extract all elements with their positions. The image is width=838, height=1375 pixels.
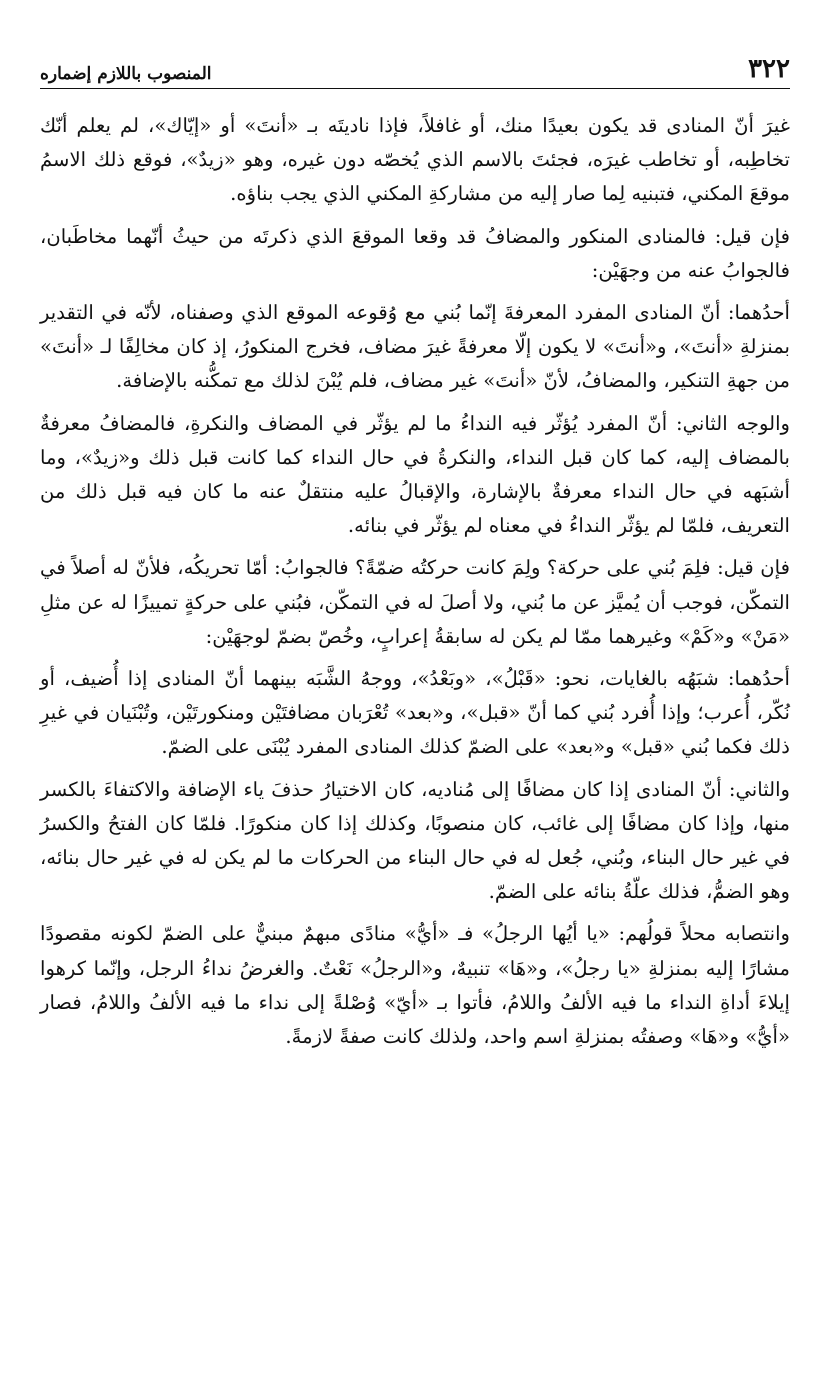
running-title: المنصوب باللازم إضماره bbox=[40, 64, 212, 84]
body-text bbox=[40, 109, 790, 1054]
paragraph-6: أحدُهما: شبَهُه بالغايات، نحو: «قَبْلُ»، «وبَعْدُ»، ووجهُ الشَّبَه بينهما أنّ المنادى إذا أُضيف، أو نُكّر، أُعرب؛ وإذا أُفرد بُني كما أنّ «قبل»، و«بعد» تُعْرَبان مضافتَيْن ومنكورتَيْن، وتُبْنَيان في غيرِ ذلك فكما بُني «قبل» و«بعد» على الضمّ كذلك المنادى المفرد يُبْنَى على الضمّ. bbox=[40, 667, 791, 759]
paragraph-5: فإن قيل: فلِمَ بُني على حركة؟ ولِمَ كانت حركتُه ضمّةً؟ فالجوابُ: أمّا تحريكُه، فلأنّ له أصلاً في التمكّن، فوجب أن يُميَّز عن ما بُني، ولا أصلَ له في التمكّن، فبُني على حركةٍ تمييزًا له عن مثلِ «مَنْ» و«كَمْ» وغيرهما ممّا لم يكن له سابقةُ إعرابٍ، وخُصّ بضمّ لوجهَيْن: bbox=[40, 556, 790, 648]
paragraph-4: والوجه الثاني: أنّ المفرد يُؤثّر فيه النداءُ ما لم يؤثّر في المضاف والنكرةِ، فالمضافُ معرفةٌ بالمضاف إليه، كما كان قبل النداء، والنكرةُ في حال النداء كما كانت قبل ذلك و«زيدٌ»، وما أشبَهه في حال النداء معرفةٌ بالإشارة، والإقبالُ عليه منتقلٌ عنه ما كان فيه قبل ذلك من التعريف، فلمّا لم يؤثّر النداءُ في معناه لم يؤثّر في بنائه. bbox=[40, 411, 790, 538]
paragraph-2: فإن قيل: فالمنادى المنكور والمضافُ قد وقعا الموقعَ الذي ذكرتَه من حيثُ أنّهما مخاطَبان، فالجوابُ عنه من وجهَيْن: bbox=[40, 224, 790, 282]
paragraph-1: غيرَ أنّ المنادى قد يكون بعيدًا منك، أو غافلاً، فإذا ناديتَه بـ «أنتَ» أو «إيّاك»، لم يعلم أنّك تخاطِبه، أو تخاطب غيرَه، فجئتَ بالاسم الذي يُخصّه دون غيره، وهو «زيدٌ»، فوقع ذلك الاسمُ موقعَ المكني، فتبنيه لِما صار إليه من مشاركةِ المكني الذي يجب بناؤه. bbox=[40, 114, 790, 206]
paragraph-7: والثاني: أنّ المنادى إذا كان مضافًا إلى مُناديه، كان الاختيارُ حذفَ ياء الإضافة والاكتفاءَ بالكسر منها، وإذا كان مضافًا إلى غائب، كان منصوبًا، وكذلك إذا كان منكورًا. فلمّا كان الفتحُ والكسرُ في غير حال البناء، وبُني، جُعل له في حال البناء من الحركات ما لم يكن له في غير حال بنائه، وهو الضمُّ، فذلك علّةُ بنائه على الضمّ. bbox=[40, 777, 790, 904]
paragraph-8: وانتصابه محلاً قولُهم: «يا أيُها الرجلُ» فـ «أيُّ» منادًى مبهمٌ مبنيٌّ على الضمّ لكونه مقصودًا مشارًا إليه بمنزلةِ «يا رجلُ»، و«هَا» تنبيهٌ، و«الرجلُ» نَعْتٌ. والغرضُ نداءُ الرجل، وإنّما كرهوا إيلاءَ أداةِ النداء ما فيه الألفُ واللامُ، فأتوا بـ «أيّ» وُصْلةً إلى نداء ما فيه الألفُ واللامُ، فصار «أيُّ» و«هَا» وصفتُه بمنزلةِ اسم واحد، ولذلك كانت صفةً لازمةً. bbox=[40, 922, 790, 1049]
page-header bbox=[40, 48, 790, 89]
page-number: ٣٢٢ bbox=[748, 54, 790, 84]
paragraph-3: أحدُهما: أنّ المنادى المفرد المعرفةَ إنّما بُني مع وُقوعه الموقع الذي وصفناه، لأنّه في التقدير بمنزلةِ «أنتَ»، و«أنتَ» لا يكون إلّا معرفةً غيرَ مضاف، فخرج المنكورُ، إذ كان مخالِفًا لـ «أنتَ» من جهةِ التنكير، والمضافُ، لأنّ «أنتَ» غير مضاف، فلم يُبْنَ لذلك مع تمكُّنه بالإضافة. bbox=[40, 301, 790, 393]
